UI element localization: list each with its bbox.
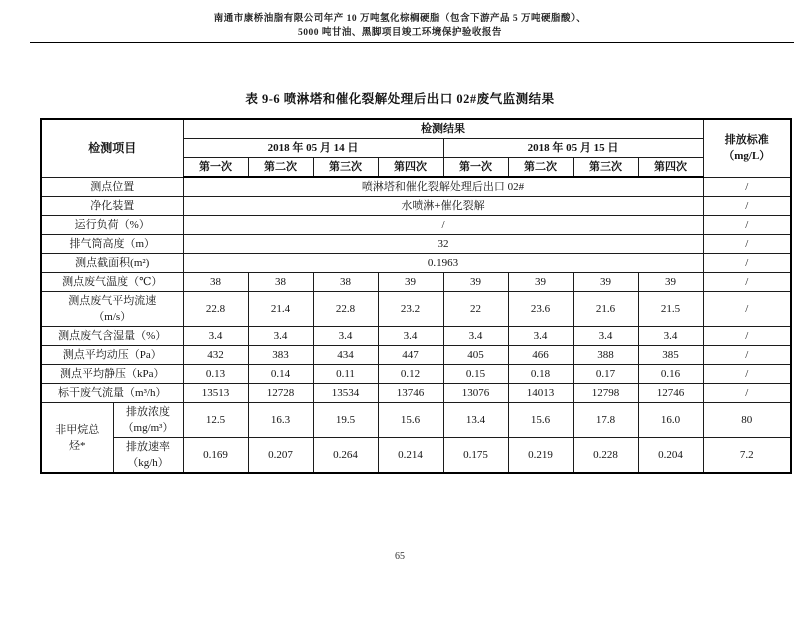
- header-run-8: 第四次: [638, 158, 703, 178]
- row-value-5: 39: [443, 273, 508, 292]
- monitoring-results-table: [40, 118, 792, 474]
- row-value-2: 21.4: [248, 292, 313, 327]
- row-value-6: 0.18: [508, 365, 573, 384]
- row-value-8: 16.0: [638, 403, 703, 438]
- row-value-2: 16.3: [248, 403, 313, 438]
- row-value-1: 22.8: [183, 292, 248, 327]
- row-merged-value: /: [183, 216, 703, 235]
- header-standard-line-2: （mg/L）: [723, 150, 771, 163]
- row-value-1: 0.13: [183, 365, 248, 384]
- row-standard: /: [703, 346, 791, 365]
- row-value-4: 15.6: [378, 403, 443, 438]
- row-value-8: 0.204: [638, 438, 703, 474]
- group-label-line: 烃*: [69, 439, 86, 452]
- row-value-1: 38: [183, 273, 248, 292]
- row-value-3: 3.4: [313, 327, 378, 346]
- table-row: [41, 438, 791, 474]
- row-value-6: 14013: [508, 384, 573, 403]
- row-value-5: 13.4: [443, 403, 508, 438]
- table-row: [41, 177, 791, 197]
- header-standard-line-1: 排放标准: [724, 134, 769, 147]
- row-value-6: 0.219: [508, 438, 573, 474]
- row-value-1: 0.169: [183, 438, 248, 474]
- row-value-5: 0.15: [443, 365, 508, 384]
- row-value-5: 3.4: [443, 327, 508, 346]
- header-run-3: 第三次: [313, 158, 378, 178]
- row-label-line: （m/s）: [93, 311, 132, 323]
- header-run-5: 第一次: [443, 158, 508, 178]
- row-value-1: 13513: [183, 384, 248, 403]
- row-label: 净化装置: [41, 197, 183, 216]
- table-row: [41, 365, 791, 384]
- header-line-2: 5000 吨甘油、黑脚项目竣工环境保护验收报告: [298, 28, 502, 38]
- row-label: 测点废气含湿量（%）: [41, 327, 183, 346]
- row-standard: /: [703, 254, 791, 273]
- sub-row-label-line: 排放浓度: [126, 406, 170, 418]
- row-standard: /: [703, 177, 791, 197]
- row-standard: /: [703, 327, 791, 346]
- row-value-3: 13534: [313, 384, 378, 403]
- row-value-2: 383: [248, 346, 313, 365]
- row-value-3: 434: [313, 346, 378, 365]
- row-value-6: 3.4: [508, 327, 573, 346]
- row-label: [41, 292, 183, 327]
- row-label: 标干废气流量（m³/h）: [41, 384, 183, 403]
- row-label: 测点平均动压（Pa）: [41, 346, 183, 365]
- row-value-3: 0.264: [313, 438, 378, 474]
- row-value-4: 0.214: [378, 438, 443, 474]
- row-value-8: 12746: [638, 384, 703, 403]
- row-value-6: 39: [508, 273, 573, 292]
- row-value-4: 13746: [378, 384, 443, 403]
- row-standard: /: [703, 365, 791, 384]
- group-label: [41, 403, 113, 474]
- row-value-2: 3.4: [248, 327, 313, 346]
- row-label-line: 测点废气平均流速: [68, 295, 157, 307]
- row-label: 排气筒高度（m）: [41, 235, 183, 254]
- sub-row-label-line: （kg/h）: [127, 457, 169, 469]
- row-value-8: 21.5: [638, 292, 703, 327]
- row-value-3: 19.5: [313, 403, 378, 438]
- page-number: 65: [395, 551, 405, 562]
- row-value-5: 22: [443, 292, 508, 327]
- row-value-7: 0.228: [573, 438, 638, 474]
- row-value-7: 12798: [573, 384, 638, 403]
- table-row: [41, 273, 791, 292]
- row-standard: /: [703, 384, 791, 403]
- row-value-5: 0.175: [443, 438, 508, 474]
- header-run-4: 第四次: [378, 158, 443, 178]
- row-value-4: 0.12: [378, 365, 443, 384]
- group-label-line: 非甲烷总: [55, 423, 100, 436]
- table-row: [41, 292, 791, 327]
- row-merged-value: 0.1963: [183, 254, 703, 273]
- row-value-8: 3.4: [638, 327, 703, 346]
- sub-row-label-line: （mg/m³）: [122, 422, 174, 434]
- row-merged-value: 水喷淋+催化裂解: [183, 197, 703, 216]
- row-value-6: 15.6: [508, 403, 573, 438]
- row-value-8: 39: [638, 273, 703, 292]
- table-title: 表 9-6 喷淋塔和催化裂解处理后出口 02#废气监测结果: [245, 92, 555, 106]
- row-label: 测点截面积(m²): [41, 254, 183, 273]
- document-header: [0, 12, 800, 40]
- row-merged-value: 喷淋塔和催化裂解处理后出口 02#: [183, 177, 703, 197]
- row-label: 测点平均静压（kPa）: [41, 365, 183, 384]
- table-row: [41, 197, 791, 216]
- table-row: [41, 346, 791, 365]
- row-value-7: 0.17: [573, 365, 638, 384]
- row-value-4: 39: [378, 273, 443, 292]
- row-value-6: 23.6: [508, 292, 573, 327]
- sub-row-label: [113, 438, 183, 474]
- row-standard: 7.2: [703, 438, 791, 474]
- header-date-2: 2018 年 05 月 15 日: [443, 139, 703, 158]
- row-value-1: 432: [183, 346, 248, 365]
- row-value-6: 466: [508, 346, 573, 365]
- header-row-1: [41, 119, 791, 139]
- table-row: [41, 254, 791, 273]
- header-result-col: 检测结果: [183, 119, 703, 139]
- row-value-2: 0.14: [248, 365, 313, 384]
- row-value-4: 447: [378, 346, 443, 365]
- row-value-3: 22.8: [313, 292, 378, 327]
- row-standard: /: [703, 273, 791, 292]
- table-row: [41, 403, 791, 438]
- row-value-3: 38: [313, 273, 378, 292]
- row-standard: /: [703, 292, 791, 327]
- row-standard: /: [703, 235, 791, 254]
- row-value-2: 12728: [248, 384, 313, 403]
- sub-row-label: [113, 403, 183, 438]
- row-value-7: 21.6: [573, 292, 638, 327]
- header-item-col: 检测项目: [41, 119, 183, 177]
- row-standard: /: [703, 216, 791, 235]
- row-label: 运行负荷（%）: [41, 216, 183, 235]
- row-merged-value: 32: [183, 235, 703, 254]
- row-value-1: 3.4: [183, 327, 248, 346]
- table-row: [41, 235, 791, 254]
- table-row: [41, 384, 791, 403]
- header-run-6: 第二次: [508, 158, 573, 178]
- row-value-4: 23.2: [378, 292, 443, 327]
- row-value-8: 0.16: [638, 365, 703, 384]
- row-value-2: 38: [248, 273, 313, 292]
- row-value-8: 385: [638, 346, 703, 365]
- header-run-1: 第一次: [183, 158, 248, 178]
- table-row: [41, 216, 791, 235]
- row-value-2: 0.207: [248, 438, 313, 474]
- header-divider: [30, 42, 794, 43]
- row-value-5: 405: [443, 346, 508, 365]
- row-label: 测点位置: [41, 177, 183, 197]
- row-value-5: 13076: [443, 384, 508, 403]
- row-value-7: 3.4: [573, 327, 638, 346]
- row-value-4: 3.4: [378, 327, 443, 346]
- sub-row-label-line: 排放速率: [126, 441, 170, 453]
- row-value-7: 388: [573, 346, 638, 365]
- row-standard: /: [703, 197, 791, 216]
- header-date-1: 2018 年 05 月 14 日: [183, 139, 443, 158]
- row-value-7: 39: [573, 273, 638, 292]
- row-label: 测点废气温度（℃）: [41, 273, 183, 292]
- row-value-7: 17.8: [573, 403, 638, 438]
- row-value-1: 12.5: [183, 403, 248, 438]
- header-line-1: 南通市康桥油脂有限公司年产 10 万吨氢化棕榈硬脂（包含下游产品 5 万吨硬脂酸）、: [213, 14, 587, 24]
- row-standard: 80: [703, 403, 791, 438]
- header-run-2: 第二次: [248, 158, 313, 178]
- table-row: [41, 327, 791, 346]
- row-value-3: 0.11: [313, 365, 378, 384]
- header-standard-col: [703, 119, 791, 177]
- header-run-7: 第三次: [573, 158, 638, 178]
